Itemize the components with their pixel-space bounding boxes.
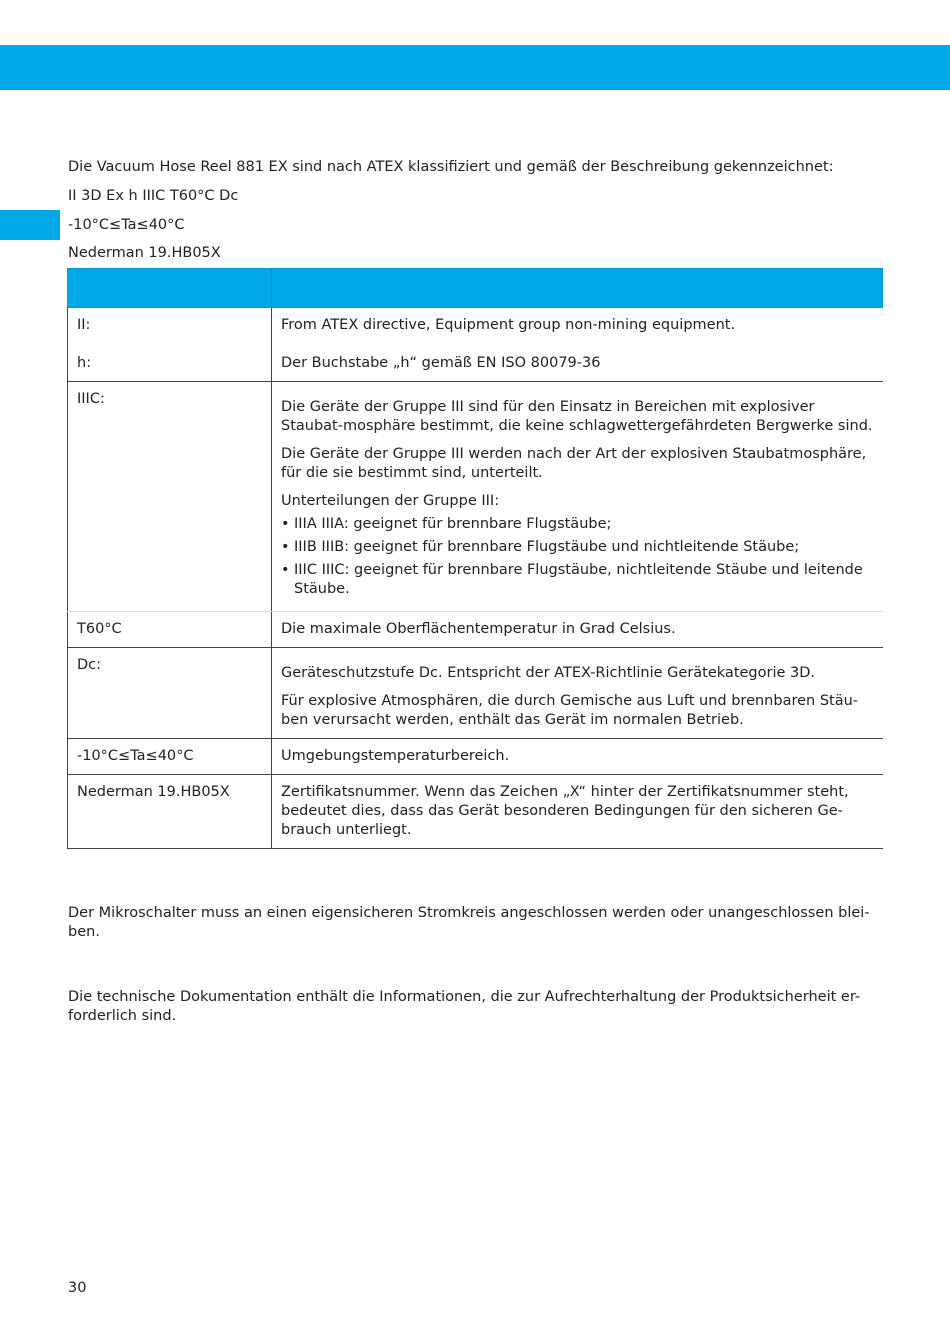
code-label: Dc:	[77, 657, 102, 673]
description-text: Die Geräte der Gruppe III sind für den Einsatz in Bereichen mit explosiver Staubat-mosphäre bestimmt, die keine schlagwettergefährdeten Bergwerke sind.	[281, 399, 873, 434]
microswitch-note: Der Mikroschalter muss an einen eigensicheren Stromkreis angeschlossen werden oder unangeschlossen blei-ben.	[68, 905, 870, 940]
code-cell	[68, 775, 272, 849]
table-header-cell	[272, 269, 883, 308]
page-number: 30	[68, 1280, 87, 1296]
table-row	[68, 308, 883, 382]
code-label: h:	[77, 355, 92, 371]
code-label: IIIC:	[77, 391, 105, 407]
documentation-note: Die technische Dokumentation enthält die Informationen, die zur Aufrechterhaltung der Produktsicherheit er-forderlich sind.	[68, 989, 861, 1024]
description-text: Geräteschutzstufe Dc. Entspricht der ATEX-Richtlinie Gerätekategorie 3D.	[281, 665, 816, 681]
code-cell	[68, 382, 272, 612]
description-text: Zertifikatsnummer. Wenn das Zeichen „X“ hinter der Zertifikatsnummer steht, bedeutet dies, dass das Gerät besonderen Bedingungen für den sicheren Ge-brauch unterliegt.	[281, 784, 849, 838]
list-item: • IIIB IIIB: geeignet für brennbare Flugstäube und nichtleitende Stäube;	[281, 538, 874, 557]
list-item: • IIIC IIIC: geeignet für brennbare Flugstäube, nichtleitende Stäube und leitende Stäube.	[281, 561, 874, 599]
table-row	[68, 612, 883, 648]
header-band	[0, 45, 950, 90]
description-cell	[272, 612, 883, 648]
description-text: Umgebungstemperaturbereich.	[281, 748, 510, 764]
marking-explanation-table	[67, 268, 883, 849]
description-cell	[272, 775, 883, 849]
description-text: From ATEX directive, Equipment group non-mining equipment.	[281, 317, 736, 333]
description-text: Unterteilungen der Gruppe III:	[281, 493, 500, 509]
code-label: II:	[77, 317, 91, 333]
section-tab-marker	[0, 210, 60, 240]
code-cell	[68, 612, 272, 648]
list-item: • IIIA IIIA: geeignet für brennbare Flugstäube;	[281, 515, 874, 534]
description-text: Die maximale Oberflächentemperatur in Grad Celsius.	[281, 621, 676, 637]
description-cell	[272, 382, 883, 612]
ambient-temperature-range: -10°C≤Ta≤40°C	[68, 217, 185, 233]
code-cell	[68, 308, 272, 382]
intro-text: Die Vacuum Hose Reel 881 EX sind nach ATEX klassifiziert und gemäß der Beschreibung gekennzeichnet:	[68, 159, 834, 175]
table-header-cell	[68, 269, 272, 308]
table-row	[68, 775, 883, 849]
code-cell	[68, 648, 272, 739]
code-label: Nederman 19.HB05X	[77, 784, 230, 800]
description-cell	[272, 308, 883, 382]
certificate-number: Nederman 19.HB05X	[68, 245, 221, 261]
description-text: Der Buchstabe „h“ gemäß EN ISO 80079-36	[281, 355, 601, 371]
code-cell	[68, 739, 272, 775]
table-row	[68, 382, 883, 612]
description-cell	[272, 648, 883, 739]
code-label: T60°C	[77, 621, 122, 637]
description-text: Die Geräte der Gruppe III werden nach der Art der explosiven Staubatmosphäre, für die sie bestimmt sind, unterteilt.	[281, 446, 867, 481]
description-text: Für explosive Atmosphären, die durch Gemische aus Luft und brennbaren Stäu-ben verursacht werden, enthält das Gerät im normalen Betrieb.	[281, 693, 859, 728]
code-label: -10°C≤Ta≤40°C	[77, 748, 194, 764]
table-row	[68, 739, 883, 775]
group-subdivision-list	[281, 515, 874, 599]
description-cell	[272, 739, 883, 775]
marking-code: II 3D Ex h IIIC T60°C Dc	[68, 188, 239, 204]
table-header-row	[68, 269, 883, 308]
table-row	[68, 648, 883, 739]
